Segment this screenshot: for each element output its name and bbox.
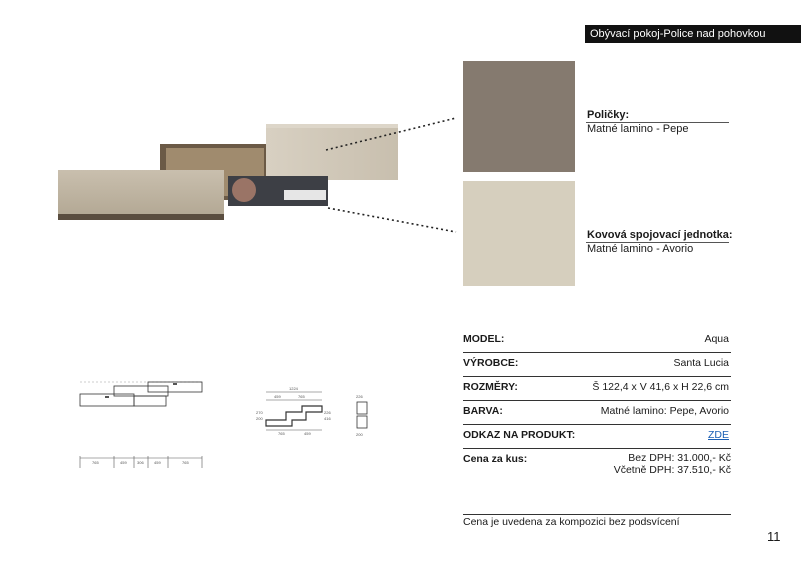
dimension-label: 200 [356,432,363,437]
dimension-label: 226 [324,410,331,415]
dimension-label: 200 [256,416,263,421]
dimension-label: 1224 [289,386,298,391]
dimension-label: 765 [182,460,189,465]
material-title-connector: Kovová spojovací jednotka: [587,229,733,241]
spec-value: Santa Lucia [673,357,729,369]
dimension-label: 765 [278,431,285,436]
dimension-label: 459 [274,394,281,399]
spec-label: ODKAZ NA PRODUKT: [463,429,576,441]
spec-row-model [463,328,731,353]
leader-lines [320,110,460,240]
page-header-title: Obývací pokoj-Police nad pohovkou [585,25,801,43]
dimension-label: 226 [356,394,363,399]
dimension-label: 416 [324,416,331,421]
dimension-label: 459 [120,460,127,465]
spec-label: MODEL: [463,333,505,345]
spec-row-color [463,400,731,425]
plan-outline [266,406,322,426]
leader-line-shelves [326,118,456,150]
drawing-detail [105,396,109,398]
lower-shelf-box [58,170,224,216]
price-note: Cena je uvedena za kompozici bez podsvícení [463,514,731,528]
dimension-label: 306 [137,460,144,465]
vase-decor [232,178,256,202]
side-drawing [352,392,374,440]
page-number: 11 [767,529,781,544]
spec-value: Š 122,4 x V 41,6 x H 22,6 cm [592,381,729,393]
swatch-avorio [463,181,575,286]
drawing-box [114,386,168,396]
spec-value: Aqua [704,333,729,345]
price-with-vat: Včetně DPH: 37.510,- Kč [613,464,731,476]
plan-drawing [252,384,342,440]
dimension-label: 459 [154,460,161,465]
spec-row-manufacturer [463,352,731,377]
price-without-vat: Bez DPH: 31.000,- Kč [628,452,731,464]
swatch-pepe [463,61,575,172]
material-title-shelves: Poličky: [587,109,630,121]
dimension-label: 270 [256,410,263,415]
dimension-label: 765 [92,460,99,465]
material-value-shelves: Matné lamino - Pepe [587,123,689,135]
spec-row-dimensions [463,376,731,401]
price-values [614,452,731,476]
product-link[interactable]: ZDE [708,429,729,441]
spec-label: VÝROBCE: [463,357,519,369]
dimension-label: 459 [304,431,311,436]
spec-value: Matné lamino: Pepe, Avorio [600,405,729,417]
lower-shelf-shadow [58,214,224,220]
spec-label: ROZMĚRY: [463,381,518,393]
spec-row-price [463,448,731,482]
drawing-box [357,402,367,414]
spec-label: BARVA: [463,405,503,417]
spec-row-link [463,424,731,449]
dimension-label: 765 [298,394,305,399]
elevation-drawing [76,376,206,472]
spec-label: Cena za kus: [463,453,528,465]
drawing-box [357,416,367,428]
leader-line-connector [328,208,456,232]
drawing-box [134,396,166,406]
drawing-detail [173,383,177,385]
material-value-connector: Matné lamino - Avorio [587,243,694,255]
